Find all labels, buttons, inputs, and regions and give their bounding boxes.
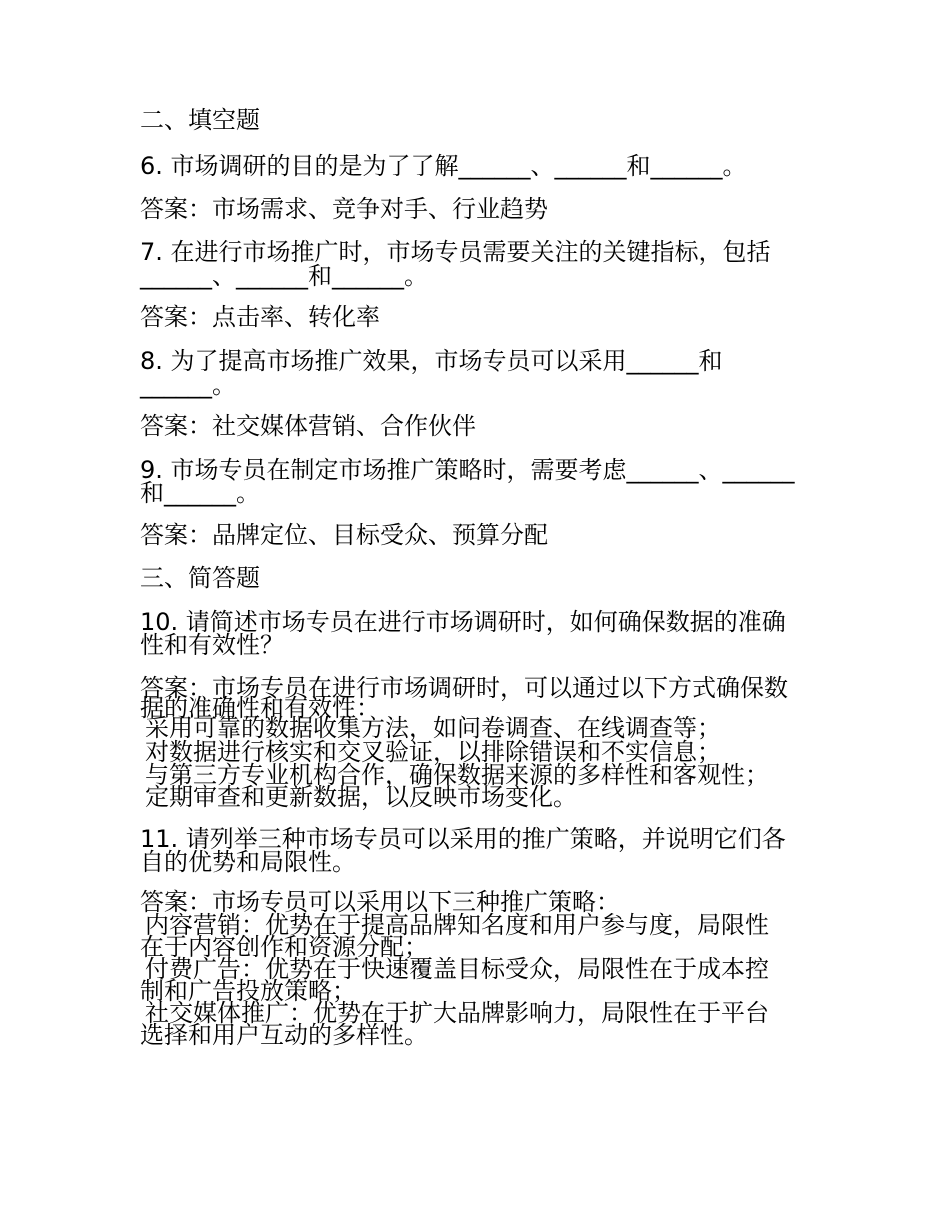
answer-11-strategy-line-2: 在于内容创作和资源分配； xyxy=(140,933,428,961)
question-10-line-2: 性和有效性？ xyxy=(140,631,284,659)
question-11-line-1: 11. 请列举三种市场专员可以采用的推广策略，并说明它们各 xyxy=(140,825,786,853)
answer-10-point: 与第三方专业机构合作，确保数据来源的多样性和客观性； xyxy=(145,761,769,789)
question-9-line-2: 和______。 xyxy=(140,479,260,507)
answer-10-point: 对数据进行核实和交叉验证，以排除错误和不实信息； xyxy=(145,738,721,766)
section-heading-fill-in-blank: 二、填空题 xyxy=(140,106,260,134)
answer-11-strategy-line-1: 付费广告：优势在于快速覆盖目标受众，局限性在于成本控 xyxy=(145,955,769,983)
question-7-line-1: 7. 在进行市场推广时，市场专员需要关注的关键指标，包括 xyxy=(140,238,771,266)
answer-10-point: 定期审查和更新数据，以反映市场变化。 xyxy=(145,783,577,811)
answer-6: 答案：市场需求、竞争对手、行业趋势 xyxy=(140,195,548,223)
answer-11-strategy-line-1: 内容营销：优势在于提高品牌知名度和用户参与度，局限性 xyxy=(145,911,769,939)
answer-11-strategy-line-2: 选择和用户互动的多样性。 xyxy=(140,1021,428,1049)
answer-11-strategy-line-1: 社交媒体推广：优势在于扩大品牌影响力，局限性在于平台 xyxy=(145,999,769,1027)
answer-11-strategy-line-2: 制和广告投放策略； xyxy=(140,977,356,1005)
question-10-line-1: 10. 请简述市场专员在进行市场调研时，如何确保数据的准确 xyxy=(140,608,786,636)
answer-9: 答案：品牌定位、目标受众、预算分配 xyxy=(140,521,548,549)
answer-7: 答案：点击率、转化率 xyxy=(140,303,380,331)
question-9-line-1: 9. 市场专员在制定市场推广策略时，需要考虑______、______ xyxy=(140,456,795,484)
question-7-line-2: ______、______和______。 xyxy=(140,262,428,290)
question-8-line-2: ______。 xyxy=(140,371,236,399)
question-11-line-2: 自的优势和局限性。 xyxy=(140,848,356,876)
question-6: 6. 市场调研的目的是为了了解______、______和______。 xyxy=(140,152,747,180)
question-8-line-1: 8. 为了提高市场推广效果，市场专员可以采用______和 xyxy=(140,347,723,375)
answer-11-intro: 答案：市场专员可以采用以下三种推广策略： xyxy=(140,888,620,916)
answer-8: 答案：社交媒体营销、合作伙伴 xyxy=(140,412,476,440)
section-heading-short-answer: 三、简答题 xyxy=(140,564,260,592)
answer-10-line-2: 据的准确性和有效性： xyxy=(140,694,380,722)
answer-10-point: 采用可靠的数据收集方法，如问卷调查、在线调查等； xyxy=(145,714,721,742)
answer-10-line-1: 答案：市场专员在进行市场调研时，可以通过以下方式确保数 xyxy=(140,674,788,702)
